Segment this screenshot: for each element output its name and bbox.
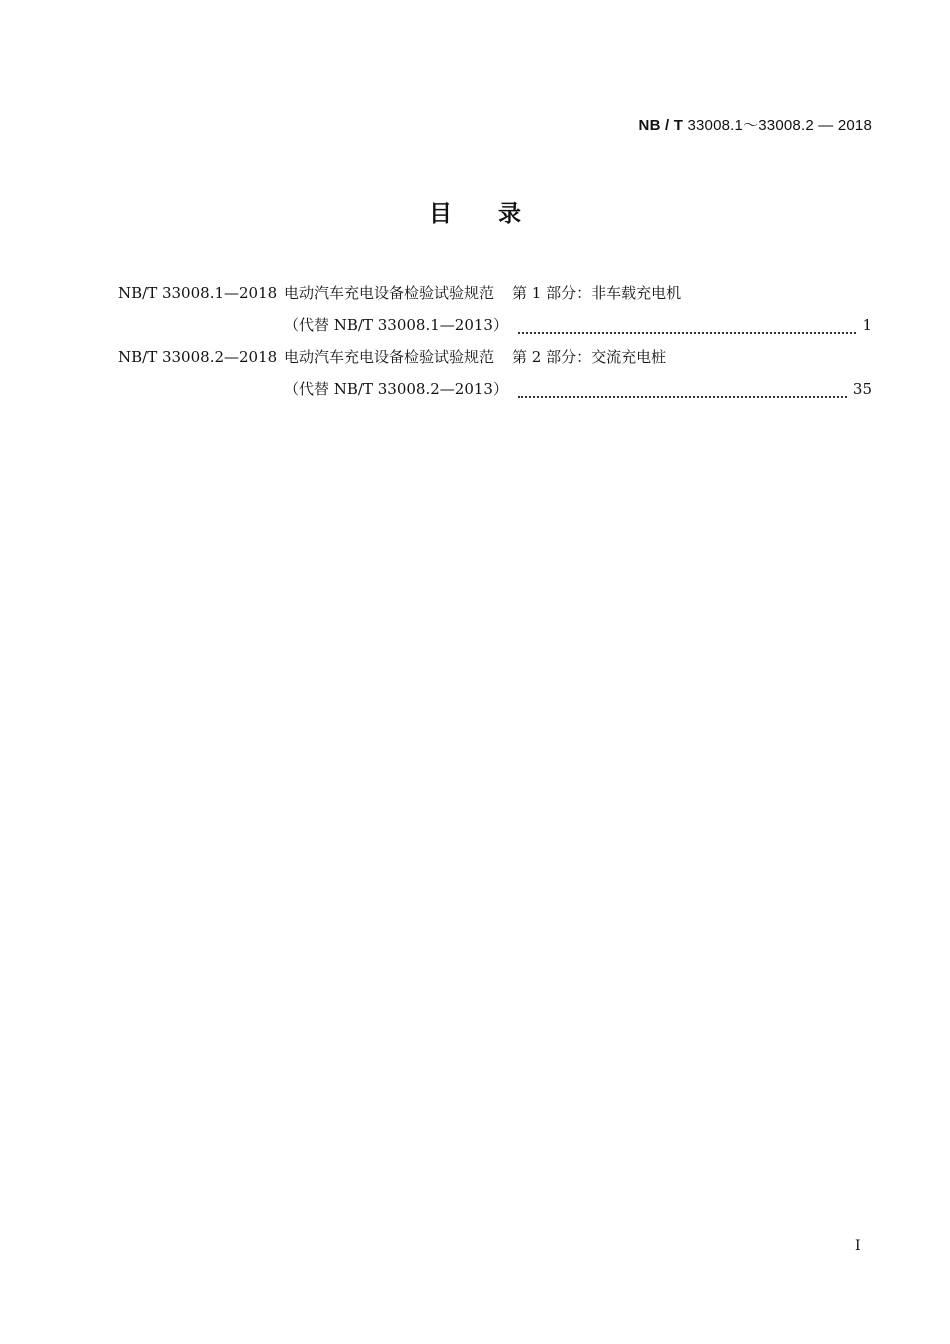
page-number[interactable]: 1 [862,316,872,334]
dot-leader [518,396,847,398]
dot-leader [518,332,857,334]
toc-entry-replaces-line [118,314,872,346]
toc-entry-title-line [118,346,872,378]
document-code-range: 33008.1～33008.2 — 2018 [683,117,872,134]
replaces-note: （代替 NB/T 33008.1—2013） [284,316,508,334]
standard-title: 电动汽车充电设备检验试验规范 [284,284,495,302]
replaces-note: （代替 NB/T 33008.2—2013） [284,380,508,398]
page-number[interactable]: 35 [852,380,872,398]
toc-list [118,282,872,410]
toc-title: 目 录 [429,201,521,227]
standard-code: NB/T 33008.2—2018 [118,348,278,366]
document-code-header [639,114,872,135]
standard-part: 第 1 部分：非车载充电机 [512,284,682,302]
standard-part: 第 2 部分：交流充电桩 [512,348,667,366]
toc-entry-1[interactable] [118,282,872,346]
standard-title: 电动汽车充电设备检验试验规范 [284,348,495,366]
toc-entry-replaces-line [118,378,872,410]
standard-code: NB/T 33008.1—2018 [118,284,278,302]
front-matter-page-number: I [855,1238,861,1254]
toc-entry-2[interactable] [118,346,872,410]
toc-entry-title-line [118,282,872,314]
document-code-prefix: NB / T [638,117,684,134]
